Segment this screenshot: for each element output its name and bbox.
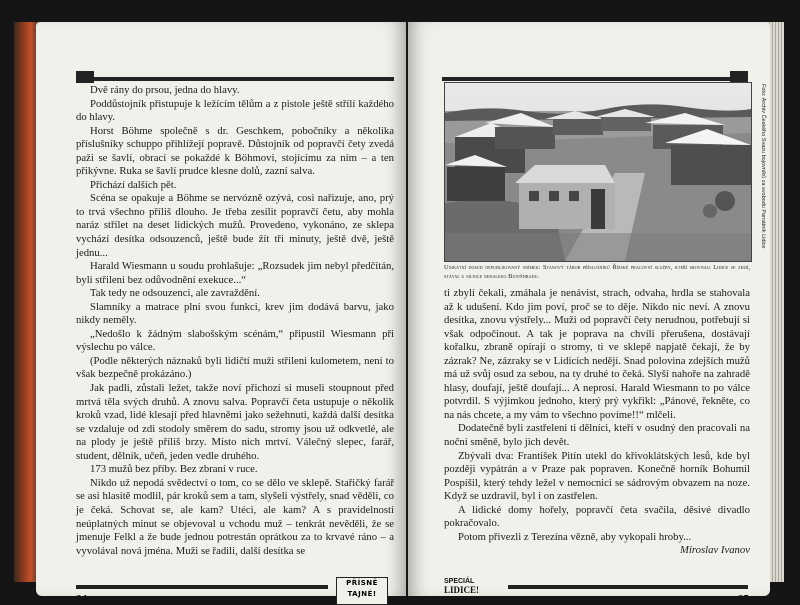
left-page-text [76, 84, 394, 558]
camp-photo-image [445, 83, 751, 261]
footer-rule [508, 585, 748, 589]
page-number: 25 [738, 593, 749, 605]
right-page [408, 22, 770, 605]
paragraph: Přichází dalších pět. [90, 178, 177, 191]
book-spread [14, 8, 792, 605]
photo-credit: Foto: Archiv Českého Svazu bojovníků za svobodu Památník Lidice [760, 84, 766, 249]
section-label [444, 577, 479, 595]
page-number: 24 [76, 593, 87, 605]
author-signature: Miroslav Ivanov [680, 544, 750, 557]
magazine-logo [336, 577, 388, 605]
paragraph: 173 mužů bez příby. Bez zbraní v ruce. [90, 463, 258, 476]
footer-rule [76, 585, 328, 589]
paragraph: Dvě rány do prsou, jedna do hlavy. [90, 84, 240, 96]
paragraph: A lidické domy hořely, popravčí četa svačila, děsivé divadlo pokračovalo. [444, 503, 750, 530]
paragraph: Jak padli, zůstali ležet, takže noví přichozí si museli stoupnout před mrtvá těla svých druhů. A znovu salva. Popravčí četa ustupuje o několik kroků vzad, lidé klesají před hlavněmi jako sežehnuti, každá další desítka se vzdaluje od zdi stodoly směrem do sadu, stromy jsou už odkvetlé, ale na plody je ještě příliš brzy. Místo nich mrtví. Válečný slepec, farář, student, dělník, učeň, jeden vedle druhého. [76, 382, 394, 462]
left-page [36, 22, 406, 605]
paragraph: ti zbylí čekali, zmáhala je nenávist, strach, odvaha, hrdla se stahovala až k udušení. Kdo jim poví, proč se to děje. Nikdo nic neví. A znovu desítka, znovu výstřely... Muži od popravčí čety nerudnou, potřebují si však odpočinout. A tak je poprava na chvíli přerušena, dostávají kořalku, zbraně opírají o stromy, ti ve sklepě napjatě čekají, že by zázrak? Ne, zázraky se v Lidicích nedějí. Snad polovina zdejších mužů má už svůj osud za sebou, na ty druhé to čeká. Slyší nahoře na zahradě hlasy, doufají, ještě doufají... A neprosí. Harald Wiesmann to po válce potvrdil. S výjimkou jednoho, který prý vykřikl: „Pánové, řekněte, co na nás chcete, a my vám to všechno povíme!!“ mlčeli. [444, 287, 750, 421]
paragraph: Harald Wiesmann u soudu prohlašuje: „Rozsudek jim nebyl předčítán, byli střileni bez odůvodnění exekuce...“ [76, 260, 394, 286]
photo-caption: Unikátní dosud nepublikovaný snímek: Stanový tábor příslušníků Říšské pracovní služby, kteří srovnali Lidice se zemí, stával u silnice nedaleko Buštěhradu. [444, 264, 750, 280]
paragraph: Horst Böhme společně s dr. Geschkem, pobočníky a několika příslušníky schuppo přihlížejí popravě. Důstojník od popravčí čety zvedá paži se šavlí, obrací se pokaždé k Böhmovi, stojícímu za ním – a ten přikývne. Ruka se šavlí prudce klesne dolů, zazní salva. [76, 124, 394, 178]
paragraph: Scéna se opakuje a Böhme se nervózně ozývá, cosi nařizuje, ano, prý to trvá všechno příliš dlouho. Je třeba zesílit popravčí četu, aby mohla naráz střílet na deset lidických mužů. Provedeno, vykonáno, ze sklepa vychází desítka odsouzenců, ještě bude žít tři minuty, ještě dvě, ještě jednu... [76, 192, 394, 259]
paragraph: (Podle některých náznaků byli lidičtí muži střileni kulometem, není to však bezpečně prokázáno.) [76, 354, 394, 381]
paragraph: Poddůstojník přistupuje k ležícím tělům a z pistole ještě střílí každého do hlavy. [76, 97, 394, 124]
logo-line: PŘÍSNĚ [346, 579, 378, 587]
paragraph: Slamníky a matrace plní svou funkci, krev jim dodává barvu, jako nikdy neměly. [76, 300, 394, 327]
paragraph: Zbývali dva: František Pitín utekl do křivoklátských lesů, kde byl později vypátrán a v Praze pak popraven. Konečně horník Bohumil Pospíšil, který tehdy ležel v nemocnici se sádrovým obvazem na noze. Když se uzdravil, byl i on zastřelen. [444, 449, 750, 503]
camp-photo [444, 82, 752, 262]
paragraph: „Nedošlo k žádným slabošským scénám,“ připustil Wiesmann při výslechu po válce. [76, 327, 394, 354]
header-rule [442, 77, 748, 81]
section-label-line: LIDICE! [444, 585, 480, 595]
section-label-line: SPECIÁL [444, 578, 475, 585]
right-page-text [444, 287, 750, 558]
paragraph: Nikdo už nepodá svědectví o tom, co se dělo ve sklepě. Stařičký farář se asi hlasitě modlil, pár kroků sem a tam, slyšeli výstřely, snad věděli, co je čeká. Schovat se, ale kam? Utéci, ale kam? A s pravidelností neúplatných minut se objevoval u vchodu muž – tenkrát nevěděli, že se jmenuje Felkl a že bude jednou potrestán oprátkou za to krvavé ráno – a vyvolával nová jména. Muži se řadili, další desítka se [76, 476, 394, 557]
paragraph: Potom přivezli z Terezína vězně, aby vykopali hroby... [458, 530, 692, 543]
header-rule [76, 77, 394, 81]
logo-line: TAJNÉ! [347, 590, 377, 598]
paragraph: Tak tedy ne odsouzenci, ale zavraždění. [90, 287, 260, 300]
paragraph: Dodatečně byli zastřeleni ti dělníci, kteří v osudný den pracovali na noční směně, bylo jich devět. [444, 422, 750, 449]
